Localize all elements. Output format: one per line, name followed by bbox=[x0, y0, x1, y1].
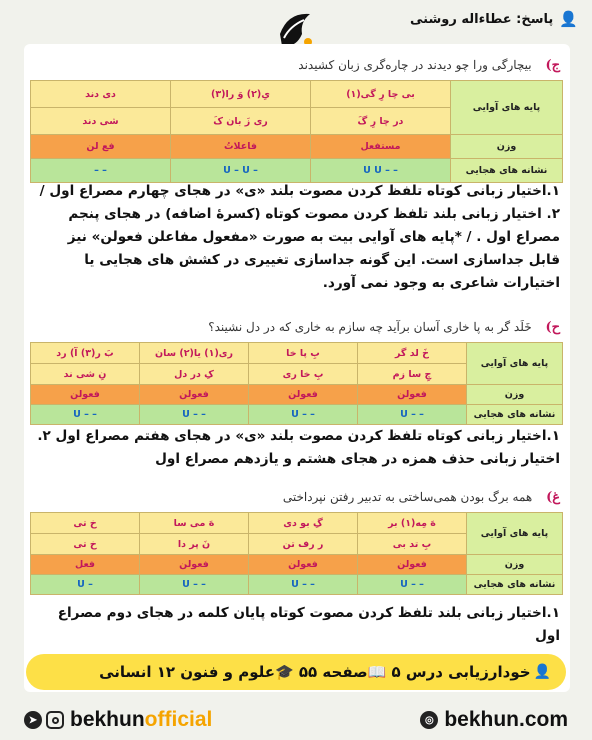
table-cell: شی دند bbox=[31, 108, 171, 135]
table-cell: یِ(۲) وَ را(۳) bbox=[171, 81, 311, 108]
section-label: ج) bbox=[545, 58, 560, 73]
table-cell: – – U bbox=[31, 405, 140, 425]
table-cell: فعولن bbox=[31, 385, 140, 405]
verse-h bbox=[40, 320, 560, 335]
table-cell: خَ لد گر bbox=[358, 343, 467, 364]
row-header: وزن bbox=[467, 555, 563, 575]
table-cell: خ تی bbox=[31, 534, 140, 555]
row-header: وزن bbox=[467, 385, 563, 405]
table-cell: ر رف تن bbox=[249, 534, 358, 555]
section-label: غ) bbox=[546, 490, 560, 505]
verse-text: بیچارگی ورا چو دیدند در چاره‌گری زبان کشیدند bbox=[298, 58, 532, 72]
social-name: bekhun bbox=[70, 708, 145, 731]
row-header: نشانه های هجایی bbox=[451, 159, 563, 183]
table-cell: بِ تد بی bbox=[358, 534, 467, 555]
row-header: پایه های آوایی bbox=[451, 81, 563, 135]
table-cell: گِ بو دی bbox=[249, 513, 358, 534]
table-cell: هَ می سا bbox=[140, 513, 249, 534]
verse-text: خَلَد گر به پا خاری آسان برآید چه سازم به خاری که در دل نشیند؟ bbox=[208, 320, 532, 334]
table-cell: بِ پا خا bbox=[249, 343, 358, 364]
table-cell: – U – U bbox=[171, 159, 311, 183]
table-cell: چِ سا زم bbox=[358, 364, 467, 385]
social-name-accent: official bbox=[144, 708, 213, 731]
instagram-icon bbox=[46, 711, 64, 729]
table-cell: – – U U bbox=[311, 159, 451, 183]
table-cell: مستفعل bbox=[311, 135, 451, 159]
row-header: وزن bbox=[451, 135, 563, 159]
row-header: نشانه های هجایی bbox=[467, 405, 563, 425]
section-label: ح) bbox=[545, 320, 560, 335]
telegram-icon: ➤ bbox=[24, 711, 42, 729]
table-cell: فع لن bbox=[31, 135, 171, 159]
table-cell: – – U bbox=[140, 575, 249, 595]
table-cell: – – U bbox=[249, 575, 358, 595]
table-cell: فعولن bbox=[358, 555, 467, 575]
table-cell: ری(۱) یا(۲) سان bbox=[140, 343, 249, 364]
table-cell: نِ شی ند bbox=[31, 364, 140, 385]
user-icon: 👤 bbox=[533, 664, 551, 680]
table-cell: – – U bbox=[358, 405, 467, 425]
footer bbox=[0, 700, 592, 740]
row-header: پایه های آوایی bbox=[467, 343, 563, 385]
table-cell: – – U bbox=[358, 575, 467, 595]
table-cell: بَ ر(۳) آ) رد bbox=[31, 343, 140, 364]
table-cell: فاعلاتُ bbox=[171, 135, 311, 159]
table-cell: فعولن bbox=[249, 385, 358, 405]
table-cell: فعولن bbox=[358, 385, 467, 405]
website-url: bekhun.com bbox=[444, 708, 568, 731]
verse-text: همه برگ بودن همی‌ساختی به تدبیر رفتن نپرداختی bbox=[282, 490, 533, 504]
answer-author: پاسخ: عطاءاله روشنی bbox=[410, 11, 554, 27]
table-cell: دی دند bbox=[31, 81, 171, 108]
table-cell: فعولن bbox=[249, 555, 358, 575]
table-cell: فعل bbox=[31, 555, 140, 575]
table-cell: بِ خا ری bbox=[249, 364, 358, 385]
table-cell: – U bbox=[31, 575, 140, 595]
website-link[interactable] bbox=[420, 708, 568, 732]
banner-text: خودارزیابی درس ۵ 📖صفحه ۵۵ 🎓علوم و فنون ۱۲ انسانی bbox=[99, 663, 531, 681]
verse-gh bbox=[40, 490, 560, 505]
globe-icon: ◎ bbox=[420, 711, 438, 729]
explanation-h: ۱.اختیار زبانی کوتاه تلفظ کردن مصوت بلند «ی» در هجای هفتم مصراع اول ۲. اختیار زبانی حذف همزه در هجای هشتم و یازدهم مصراع اول bbox=[37, 428, 560, 467]
table-cell: – – bbox=[31, 159, 171, 183]
social-handle[interactable] bbox=[24, 708, 212, 732]
verse-j bbox=[40, 58, 560, 73]
table-cell: بی چا رِ گی(۱) bbox=[311, 81, 451, 108]
table-cell: فعولن bbox=[140, 385, 249, 405]
table-cell: هَ مِه(۱) بر bbox=[358, 513, 467, 534]
syllable-table-gh bbox=[30, 512, 563, 595]
table-cell: فعولن bbox=[140, 555, 249, 575]
table-cell: کِ در دل bbox=[140, 364, 249, 385]
table-cell: در چا رِ گَ bbox=[311, 108, 451, 135]
table-cell: نَ پر دا bbox=[140, 534, 249, 555]
explanation-gh: ۱.اختیار زبانی بلند تلفظ کردن مصوت کوتاه پایان کلمه در هجای دوم مصراع اول bbox=[57, 605, 560, 644]
syllable-table-h bbox=[30, 342, 563, 425]
row-header: نشانه های هجایی bbox=[467, 575, 563, 595]
row-header: پایه های آوایی bbox=[467, 513, 563, 555]
table-cell: خ تی bbox=[31, 513, 140, 534]
table-cell: ری زَ بان کَ bbox=[171, 108, 311, 135]
user-icon: 👤 bbox=[559, 10, 578, 28]
table-cell: – – U bbox=[140, 405, 249, 425]
syllable-table-j bbox=[30, 80, 563, 183]
table-cell: – – U bbox=[249, 405, 358, 425]
explanation-j: ۱.اختیار زبانی کوتاه تلفظ کردن مصوت بلند «ی» در هجای چهارم مصراع اول / ۲. اختیار زبانی بلند تلفظ کردن مصوت کوتاه (کسرهٔ اضافه) در هجای پنجم مصراع اول . / *پایه های آوایی بیت به صورت «مفعول مفاعلن فعولن» نیز قابل جداسازی است. این گونه جداسازی تغییری در کشش های هجایی یا اختیارات شاعری به وجود نمی آورد. bbox=[39, 183, 560, 291]
lesson-banner bbox=[26, 654, 566, 690]
